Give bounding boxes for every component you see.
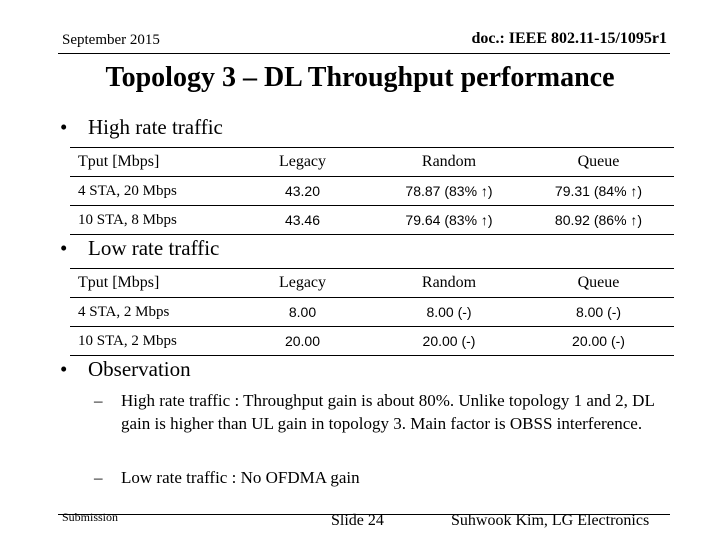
table-cell: 4 STA, 20 Mbps bbox=[70, 177, 230, 206]
table-row bbox=[70, 206, 674, 235]
table-header-row bbox=[70, 269, 674, 298]
table-cell: 43.20 bbox=[230, 177, 375, 206]
table-cell: 80.92 (86% ↑) bbox=[523, 206, 674, 235]
header-doc-id: doc.: IEEE 802.11-15/1095r1 bbox=[471, 30, 667, 47]
table-cell: 8.00 bbox=[230, 298, 375, 327]
table-header-cell: Random bbox=[375, 269, 523, 298]
dash-marker: – bbox=[94, 468, 103, 487]
table-header-cell: Tput [Mbps] bbox=[70, 148, 230, 177]
header-date: September 2015 bbox=[62, 32, 160, 48]
dash-marker: – bbox=[94, 391, 103, 410]
table-header-cell: Queue bbox=[523, 269, 674, 298]
bullet-text: High rate traffic bbox=[88, 115, 223, 139]
bullet-marker: • bbox=[60, 115, 68, 139]
table-cell: 20.00 (-) bbox=[375, 327, 523, 356]
table-header-cell: Tput [Mbps] bbox=[70, 269, 230, 298]
observation-item bbox=[94, 466, 674, 489]
table-header-cell: Queue bbox=[523, 148, 674, 177]
table-cell: 79.31 (84% ↑) bbox=[523, 177, 674, 206]
bullet-low-rate bbox=[60, 236, 219, 261]
bullet-marker: • bbox=[60, 357, 68, 381]
table-cell: 20.00 bbox=[230, 327, 375, 356]
table-cell: 8.00 (-) bbox=[375, 298, 523, 327]
table-row bbox=[70, 177, 674, 206]
bullet-observation bbox=[60, 357, 191, 382]
bullet-high-rate bbox=[60, 115, 223, 140]
table-cell: 10 STA, 2 Mbps bbox=[70, 327, 230, 356]
table-cell: 8.00 (-) bbox=[523, 298, 674, 327]
table-cell: 78.87 (83% ↑) bbox=[375, 177, 523, 206]
table-cell: 10 STA, 8 Mbps bbox=[70, 206, 230, 235]
bullet-text: Low rate traffic bbox=[88, 236, 220, 260]
table-header-row bbox=[70, 148, 674, 177]
observation-text: Low rate traffic : No OFDMA gain bbox=[121, 468, 360, 487]
table-header-cell: Legacy bbox=[230, 148, 375, 177]
table-cell: 43.46 bbox=[230, 206, 375, 235]
footer-slide-number: Slide 24 bbox=[331, 512, 384, 529]
bullet-text: Observation bbox=[88, 357, 191, 381]
table-cell: 79.64 (83% ↑) bbox=[375, 206, 523, 235]
table-header-cell: Legacy bbox=[230, 269, 375, 298]
table-cell: 4 STA, 2 Mbps bbox=[70, 298, 230, 327]
bullet-marker: • bbox=[60, 236, 68, 260]
observation-text: High rate traffic : Throughput gain is about 80%. Unlike topology 1 and 2, DL gain is higher than UL gain in topology 3. Main factor is OBSS interference. bbox=[121, 391, 655, 433]
table-cell: 20.00 (-) bbox=[523, 327, 674, 356]
observation-item bbox=[94, 389, 674, 435]
table-header-cell: Random bbox=[375, 148, 523, 177]
slide-title: Topology 3 – DL Throughput performance bbox=[105, 62, 615, 93]
table-row bbox=[70, 327, 674, 356]
footer-submission: Submission bbox=[62, 510, 119, 524]
high-rate-table bbox=[70, 147, 674, 235]
footer-author: Suhwook Kim, LG Electronics bbox=[451, 512, 650, 529]
table-row bbox=[70, 298, 674, 327]
low-rate-table bbox=[70, 268, 674, 356]
header-divider bbox=[58, 53, 670, 54]
